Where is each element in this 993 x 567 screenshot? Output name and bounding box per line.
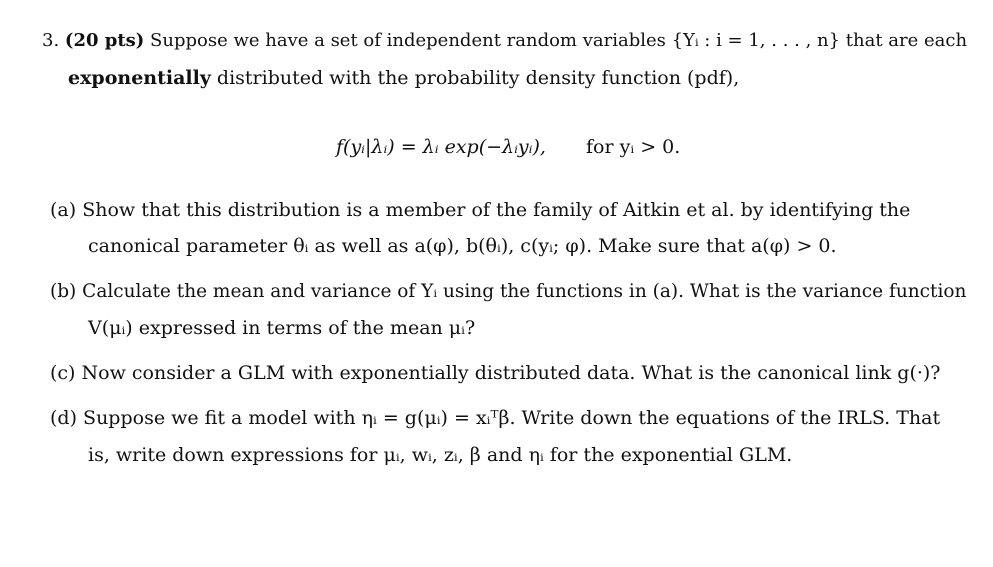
pdf-equation-formula: f(yᵢ|λᵢ) = λᵢ exp(−λᵢyᵢ), [336,136,546,158]
part-d-line-1 [50,406,940,430]
part-a-label: (a) [50,199,77,221]
question-intro-rest: distributed with the probability density function (pdf), [216,67,740,89]
question-intro-line-2 [68,66,739,90]
part-d-label: (d) [50,407,77,429]
question-intro-line-1 [42,29,967,53]
part-b-line-1 [50,280,966,304]
part-c-label: (c) [50,362,76,384]
question-points: (20 pts) [64,30,145,51]
part-b-text-1: Calculate the mean and variance of Yᵢ using the functions in (a). What is the variance function [82,281,967,302]
part-c-text-1: Now consider a GLM with exponentially distributed data. What is the canonical link g(·)? [81,362,941,384]
part-d-text-2: is, write down expressions for μᵢ, wᵢ, zᵢ, β and ηᵢ for the exponential GLM. [88,444,793,466]
part-b-line-2 [88,316,475,340]
question-intro-bold: exponentially [68,67,211,89]
question-number: 3. [42,30,60,51]
part-b-label: (b) [50,281,77,302]
pdf-equation-condition: for yᵢ > 0. [586,136,681,158]
pdf-equation [336,135,680,159]
part-a-line-1 [50,198,910,222]
part-b-text-2: V(μᵢ) expressed in terms of the mean μᵢ? [88,317,476,339]
part-a-text-2: canonical parameter θᵢ as well as a(φ), b(θᵢ), c(yᵢ; φ). Make sure that a(φ) > 0. [88,235,837,257]
part-d-line-2 [88,443,792,467]
part-c-line-1 [50,361,941,385]
part-d-text-1: Suppose we fit a model with ηᵢ = g(μᵢ) = xᵢᵀβ. Write down the equations of the IRLS. That [83,407,941,429]
part-a-text-1: Show that this distribution is a member of the family of Aitkin et al. by identifying the [82,199,911,221]
part-a-line-2 [88,234,837,258]
question-intro-text: Suppose we have a set of independent random variables {Yᵢ : i = 1, . . . , n} that are each [150,30,968,51]
